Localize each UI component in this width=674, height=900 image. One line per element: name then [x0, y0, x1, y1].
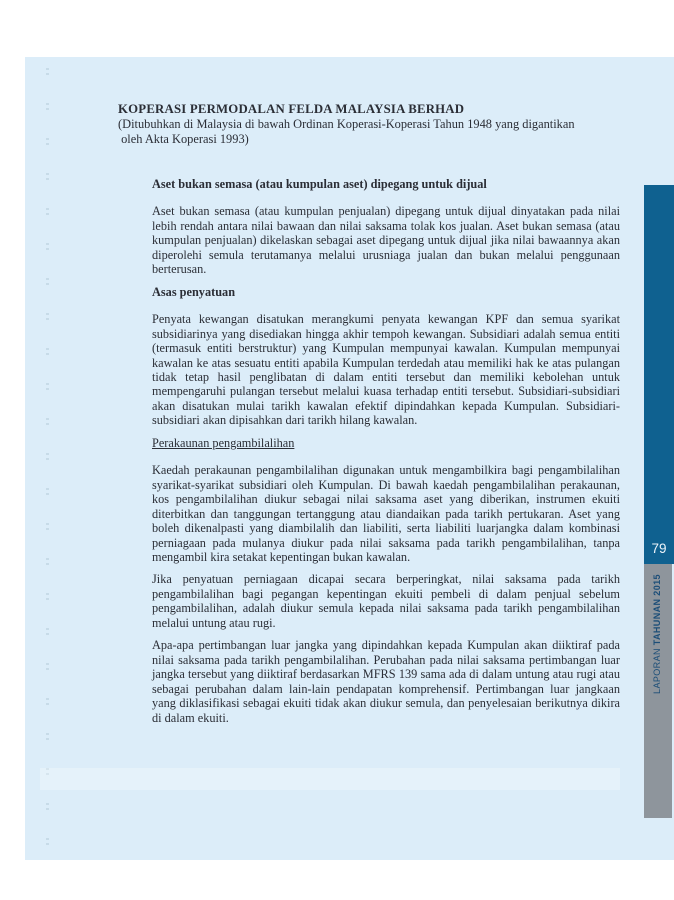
scan-artifact-band — [40, 768, 620, 790]
paragraph-aset-bukan-semasa: Aset bukan semasa (atau kumpulan penjualan) dipegang untuk dijual dinyatakan pada nilai lebih rendah antara nilai bawaan dan nilai saksama tolak kos jualan. Aset bukan semasa (atau kumpulan penjualan) dikelaskan sebagai aset dipegang untuk dijual jika nilai bawaannya akan diperolehi semula terutamanya melalui urusniaga jualan dan bukan melalui penggunaan berterusan. — [152, 204, 620, 277]
document-content — [25, 57, 644, 733]
section-heading-aset-bukan-semasa: Aset bukan semasa (atau kumpulan aset) dipegang untuk dijual — [152, 177, 487, 191]
incorporation-note-line2: oleh Akta Koperasi 1993) — [118, 132, 249, 146]
paragraph-apa-apa-pertimbangan: Apa-apa pertimbangan luar jangka yang dipindahkan kepada Kumpulan akan diiktiraf pada nilai saksama pada tarikh pengambilalihan. Perubahan pada nilai saksama pertimbangan luar jangka tersebut yang diiktiraf berdasarkan MFRS 139 sama ada di dalam untung atau rugi atau sebagai perubahan dalam lain-lain pendapatan komprehensif. Pertimbangan luar jangkaan yang diklasifikasi sebagai ekuiti tidak akan diukur semula, dan penyelesaian berikutnya dikira di dalam ekuiti. — [152, 638, 620, 725]
section-heading-perakaunan-pengambilalihan: Perakaunan pengambilalihan — [152, 435, 295, 450]
page-number-tab — [644, 185, 674, 564]
section-heading-asas-penyatuan: Asas penyatuan — [152, 284, 236, 299]
page-number: 79 — [651, 541, 667, 556]
spine-label-regular: LAPORAN — [652, 645, 662, 694]
document-body — [152, 177, 620, 725]
incorporation-note-line1: (Ditubuhkan di Malaysia di bawah Ordinan Koperasi-Koperasi Tahun 1948 yang digantikan — [118, 117, 575, 131]
document-header — [25, 57, 618, 147]
paragraph-asas-penyatuan: Penyata kewangan disatukan merangkumi penyata kewangan KPF dan semua syarikat subsidiarinya yang disediakan hingga akhir tempoh kewangan. Subsidiari adalah semua entiti (termasuk entiti berstruktur) yang Kumpulan mempunyai kawalan. Kumpulan mempunyai kawalan ke atas sesuatu entiti apabila Kumpulan terdedah atau memiliki hak ke atas pulangan tidak tetap hasil penglibatan di dalam entiti tersebut dan memiliki kebolehan untuk mempengaruhi pulangan tersebut melalui kuasa terhadap entiti tersebut. Subsidiari-subsidiari akan disatukan mulai tarikh kawalan efektif dipindahkan kepada Kumpulan. Subsidiari-subsidiari akan dipisahkan dari tarikh hilang kawalan. — [152, 312, 620, 428]
company-title: KOPERASI PERMODALAN FELDA MALAYSIA BERHAD — [118, 102, 465, 116]
paragraph-kaedah-perakaunan: Kaedah perakaunan pengambilalihan digunakan untuk mengambilkira bagi pengambilalihan syarikat-syarikat subsidiari oleh Kumpulan. Di bawah kaedah pengambilalihan perakaunan, kos pengambilalihan diukur sebagai nilai saksama aset yang diberikan, instrumen ekuiti diterbitkan dan tanggungan tertanggung atau diandaikan pada tarikh pertukaran. Aset yang boleh dikenalpasti yang diambilalih dan liabiliti, serta liabiliti luarjangka dalam kombinasi perniagaan pada mulanya diukur pada nilai saksama pada tarikh pengambilalihan, tanpa mengambil kira setakat kepentingan bukan kawalan. — [152, 463, 620, 564]
spine-label-bold: TAHUNAN 2015 — [652, 574, 662, 646]
spine-vertical-label — [652, 564, 664, 704]
paragraph-jika-penyatuan: Jika penyatuan perniagaan dicapai secara berperingkat, nilai saksama pada tarikh pengambilalihan bagi pegangan kepentingan ekuiti pembeli di dalam penjual sebelum pengambilalihan, adalah diukur semula kepada nilai saksama pada tarikh pengambilalihan melalui untung atau rugi. — [152, 572, 620, 630]
report-spine-tab — [644, 564, 672, 818]
